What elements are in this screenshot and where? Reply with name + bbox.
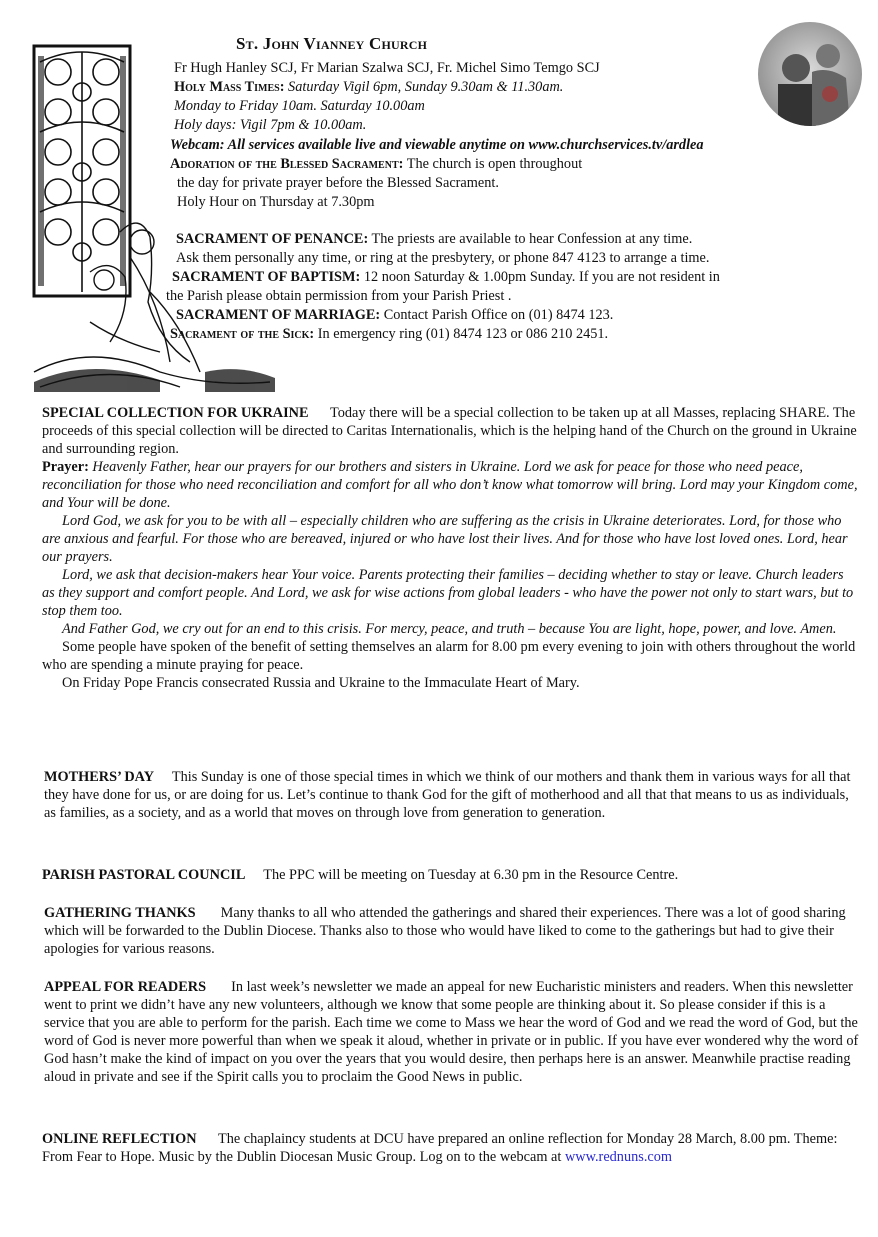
mass-times-weekend: Saturday Vigil 6pm, Sunday 9.30am & 11.30am. [288, 79, 564, 95]
consecration-paragraph: On Friday Pope Francis consecrated Russia and Ukraine to the Immaculate Heart of Mary. [62, 675, 580, 691]
ppc-text: The PPC will be meeting on Tuesday at 6.30 pm in the Resource Centre. [263, 867, 679, 883]
sick-line [170, 325, 608, 343]
marriage-text: Contact Parish Office on (01) 8474 123. [380, 307, 614, 323]
adoration-line-2: the day for private prayer before the Blessed Sacrament. [177, 175, 499, 191]
baptism-text: 12 noon Saturday & 1.00pm Sunday. If you are not resident in [360, 269, 720, 285]
adoration-label: Adoration of the Blessed Sacrament: [170, 156, 404, 172]
ppc-heading: PARISH PASTORAL COUNCIL [42, 867, 246, 883]
thanks-text: Many thanks to all who attended the gatherings and shared their experiences. There was a lot of good sharing which will be forwarded to the Dublin Diocese. Thanks also to those who would have liked to come to the gatherings but had to give their apologies for various reasons. [44, 905, 846, 957]
prayer-paragraph-4: And Father God, we cry out for an end to this crisis. For mercy, peace, and truth – because You are light, hope, power, and love. Amen. [62, 621, 837, 637]
gathering-thanks-section [44, 904, 860, 958]
thanks-heading: GATHERING THANKS [44, 905, 196, 921]
readers-text: In last week’s newsletter we made an appeal for new Eucharistic ministers and readers. When this newsletter went to print we didn’t have any new volunteers, although we know that some people are thinking about it. So please consider if this is a service that you are able to perform for the parish. Each time we come to Mass we hear the word of God and we read the word of God, but the word of God is never more powerful than when we speak it aloud, whether in private or in public. If you have ever wondered why the word of God hasn’t make the kind of impact on you over the years that you would desire, then perhaps here is an answer. Meanwhile practise reading aloud in private and see if the Spirit calls you to proclaim the Good News in public. [44, 979, 859, 1085]
ppc-section [42, 866, 858, 884]
mass-weekday: Monday to Friday 10am. Saturday 10.00am [174, 98, 425, 114]
penance-label: SACRAMENT OF PENANCE: [176, 231, 369, 247]
baptism-label: SACRAMENT OF BAPTISM: [172, 269, 361, 285]
mothers-day-section [44, 768, 860, 822]
ukraine-intro: Today there will be a special collection to be taken up at all Masses, replacing SHARE. The proceeds of this special collection will be directed to Caritas Internationalis, which is the helping hand of the Church on the ground in Ukraine and surrounding region. [42, 405, 857, 457]
adoration-line [170, 155, 582, 173]
alarm-paragraph: Some people have spoken of the benefit of setting themselves an alarm for 8.00 pm every evening to join with others throughout the world who are spending a minute praying for peace. [42, 639, 856, 673]
ukraine-heading: SPECIAL COLLECTION FOR UKRAINE [42, 405, 309, 421]
saint-portrait-icon [758, 22, 862, 126]
readers-section [44, 978, 860, 1086]
mass-times-label: Holy Mass Times: [174, 79, 285, 95]
penance-line [176, 230, 692, 248]
sick-text: In emergency ring (01) 8474 123 or 086 210 2451. [314, 326, 609, 342]
mothers-heading: MOTHERS’ DAY [44, 769, 155, 785]
baptism-line-2: the Parish please obtain permission from your Parish Priest . [166, 288, 512, 304]
prayer-paragraph-3: Lord, we ask that decision-makers hear Your voice. Parents protecting their families – deciding whether to stay or leave. Church leaders as they support and comfort people. And Lord, we ask for wise actions from global leaders - who have the power not only to start wars, but to stop them too. [42, 567, 854, 619]
reflection-heading: ONLINE REFLECTION [42, 1131, 197, 1147]
church-title: St. John Vianney Church [236, 34, 428, 53]
priests-line: Fr Hugh Hanley SCJ, Fr Marian Szalwa SCJ, Fr. Michel Simo Temgo SCJ [174, 60, 600, 76]
prayer-paragraph-1: Heavenly Father, hear our prayers for our brothers and sisters in Ukraine. Lord we ask for peace for those who need peace, reconciliation for those who need reconciliation and comfort for all who don’t know what tomorrow will bring. Lord may your Kingdom come, and Your will be done. [42, 459, 858, 511]
marriage-label: SACRAMENT OF MARRIAGE: [176, 307, 381, 323]
reflection-text: The chaplaincy students at DCU have prepared an online reflection for Monday 28 March, 8.00 pm. Theme: From Fear to Hope. Music by the Dublin Diocesan Music Group. Log on to the webcam at [42, 1131, 838, 1165]
penance-text: The priests are available to hear Confession at any time. [368, 231, 693, 247]
holy-days: Holy days: Vigil 7pm & 10.00am. [174, 117, 367, 133]
ukraine-section [42, 404, 858, 692]
baptism-line [172, 268, 720, 286]
prayer-label: Prayer: [42, 459, 89, 475]
mass-times-line [174, 78, 563, 96]
prayer-paragraph-2: Lord God, we ask for you to be with all – especially children who are suffering as the crisis in Ukraine deteriorates. Lord, for those who are anxious and fearful. For those who are bereaved, injured or who have lost their lives. And for those who have lost loved ones. Lord, hear our prayers. [42, 513, 848, 565]
holy-hour: Holy Hour on Thursday at 7.30pm [177, 194, 375, 210]
reflection-section [42, 1130, 858, 1166]
mothers-text: This Sunday is one of those special times in which we think of our mothers and thank them in various ways for all that they have done for us, or are doing for us. Let’s continue to thank God for the gift of motherhood and all that that means to us as individuals, as families, as a society, and as a world that moves on through love from generation to generation. [44, 769, 851, 821]
penance-line-2: Ask them personally any time, or ring at the presbytery, or phone 847 4123 to arrange a time. [176, 250, 710, 266]
adoration-text: The church is open throughout [403, 156, 583, 172]
readers-heading: APPEAL FOR READERS [44, 979, 207, 995]
marriage-line [176, 306, 613, 324]
sick-label: Sacrament of the Sick: [170, 326, 315, 342]
rednuns-link[interactable]: www.rednuns.com [564, 1149, 673, 1165]
webcam-line: Webcam: All services available live and viewable anytime on www.churchservices.tv/ardlea [170, 137, 704, 153]
